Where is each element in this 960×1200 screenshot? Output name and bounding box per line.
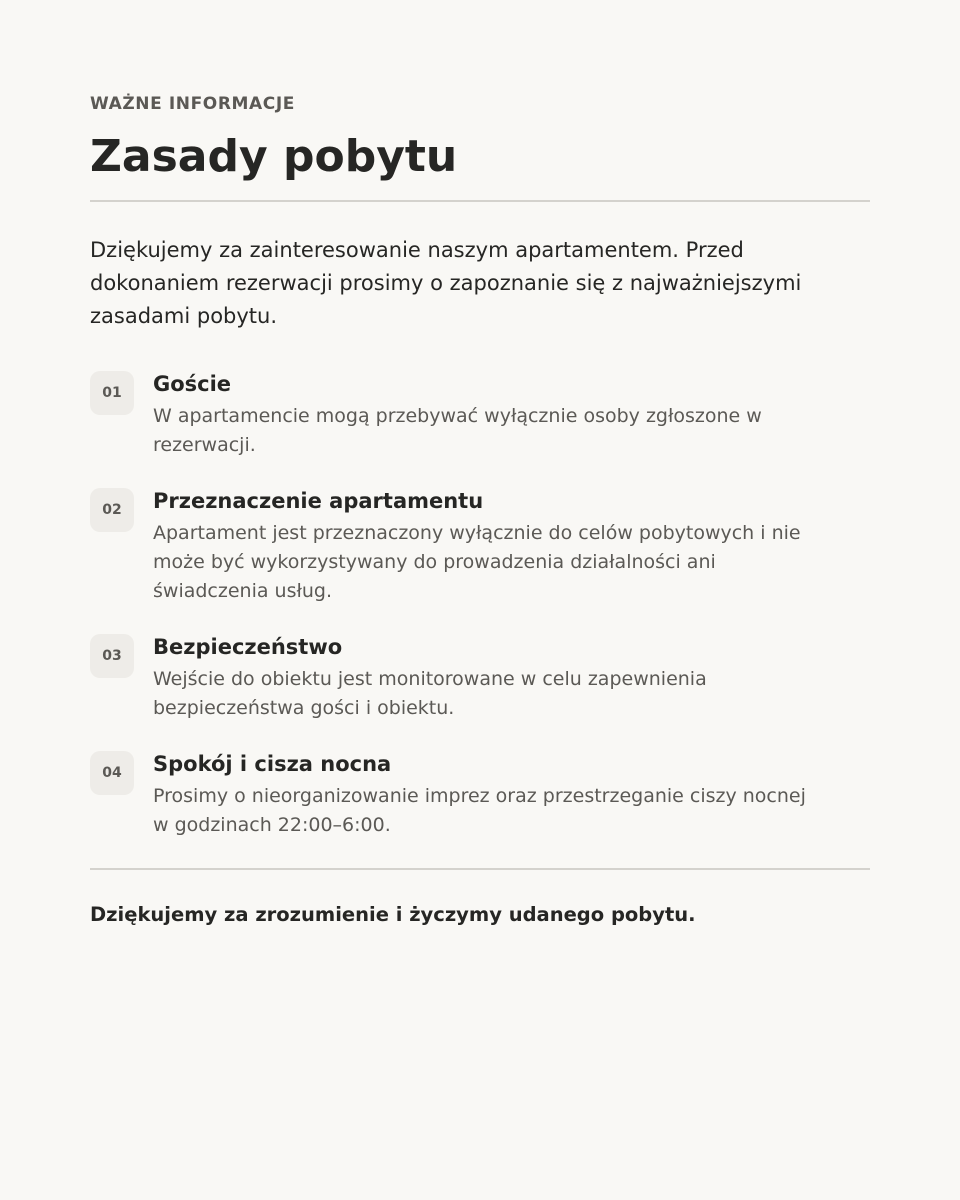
rule-item-quiet-hours — [90, 751, 870, 840]
rule-text: Apartament jest przeznaczony wyłącznie do celów pobytowych i nie może być wykorzystywany do prowadzenia działalności ani świadczenia usług. — [153, 522, 801, 602]
rule-body — [153, 634, 813, 723]
rule-number-badge: 03 — [90, 634, 134, 678]
eyebrow-label: WAŻNE INFORMACJE — [90, 94, 296, 114]
rule-body — [153, 371, 813, 460]
rule-number-badge: 02 — [90, 488, 134, 532]
rule-title: Bezpieczeństwo — [153, 635, 343, 659]
closing-note: Dziękujemy za zrozumienie i życzymy udanego pobytu. — [90, 903, 696, 926]
rule-title: Spokój i cisza nocna — [153, 752, 392, 776]
page-title: Zasady pobytu — [90, 131, 458, 182]
rule-title: Goście — [153, 372, 232, 396]
rules-list — [90, 371, 870, 840]
bottom-divider — [90, 868, 870, 870]
rule-item-purpose — [90, 488, 870, 606]
intro-paragraph: Dziękujemy za zainteresowanie naszym apartamentem. Przed dokonaniem rezerwacji prosimy o zapoznanie się z najważniejszymi zasadami pobytu. — [90, 238, 802, 328]
rule-title: Przeznaczenie apartamentu — [153, 489, 484, 513]
rule-body — [153, 751, 813, 840]
rule-number-badge: 04 — [90, 751, 134, 795]
rule-text: W apartamencie mogą przebywać wyłącznie osoby zgłoszone w rezerwacji. — [153, 405, 762, 456]
rule-text: Wejście do obiektu jest monitorowane w celu zapewnienia bezpieczeństwa gości i obiektu. — [153, 668, 707, 719]
top-divider — [90, 200, 870, 202]
rule-number-badge: 01 — [90, 371, 134, 415]
rule-body — [153, 488, 813, 606]
rule-item-security — [90, 634, 870, 723]
rule-text: Prosimy o nieorganizowanie imprez oraz przestrzeganie ciszy nocnej w godzinach 22:00–6:00. — [153, 785, 806, 836]
rule-item-guests — [90, 371, 870, 460]
